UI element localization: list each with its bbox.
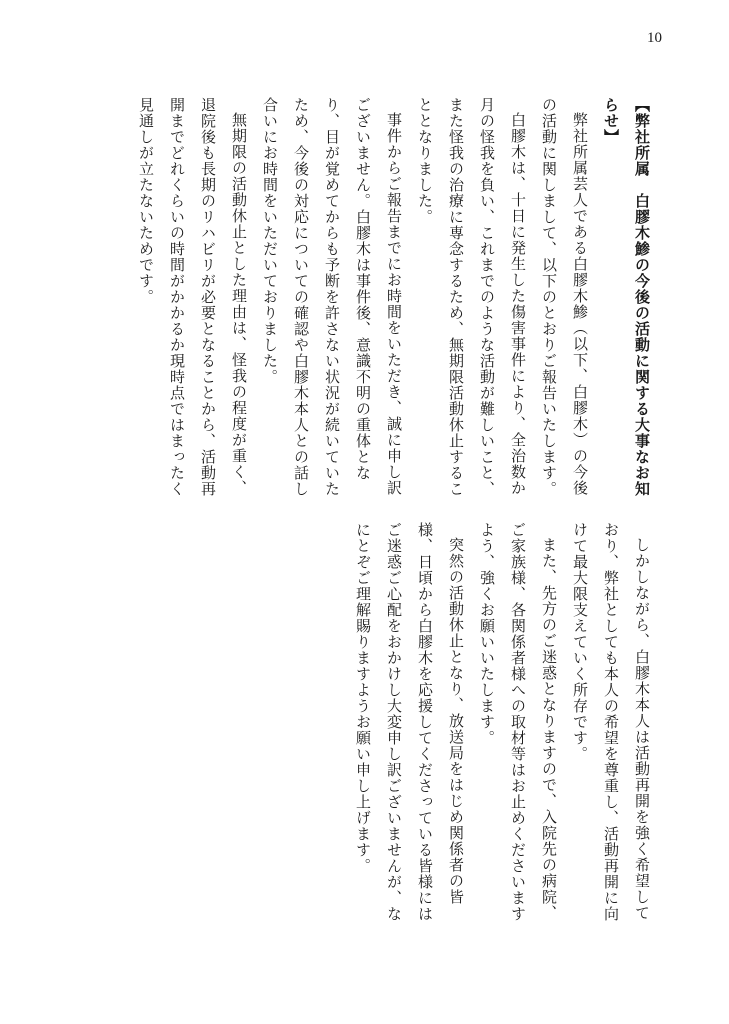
paragraph: 突然の活動休止となり、放送局をはじめ関係者の皆様、日頃から白膠木を応援してくださっている皆様にはご迷惑ご心配をおかけし大変申し訳ございませんが、なにとぞご理解賜りますようお願い申し上げます。 [354,522,465,922]
paragraph: 弊社所属芸人である白膠木鯵（以下、白膠木）の今後の活動に関しまして、以下のとおりご報告いたします。 [540,97,589,497]
body-text-lower [337,522,657,932]
paragraph: また、先方のご迷惑となりますので、入院先の病院、ご家族様、各関係者様への取材等はお止めくださいますよう、強くお願いいたします。 [478,522,558,922]
paragraph: しかしながら、白膠木本人は活動再開を強く希望しており、弊社としても本人の希望を尊重し、活動再開に向けて最大限支えていく所存です。 [571,522,651,922]
paragraph: 事件からご報告までにお時間をいただき、誠に申し訳ございません。白膠木は事件後、意識不明の重体となり、目が覚めてからも予断を許さない状況が続いていたため、今後の対応についての確認や白膠木本人との話し合いにお時間をいただいておりました。 [261,97,403,497]
page-title: 【弊社所属 白膠木鯵の今後の活動に関する大事なお知らせ】 [602,97,651,497]
paragraph: 無期限の活動休止とした理由は、怪我の程度が重く、退院後も長期のリハビリが必要となることから、活動再開までどれくらいの時間がかかるか現時点ではまったく見通しが立たないためです。 [137,97,248,497]
page-number: 10 [647,30,662,46]
body-text-upper [57,97,657,497]
paragraph: 白膠木は、十日に発生した傷害事件により、全治数か月の怪我を負い、これまでのような活動が難しいこと、また怪我の治療に専念するため、無期限活動休止することとなりました。 [416,97,527,497]
